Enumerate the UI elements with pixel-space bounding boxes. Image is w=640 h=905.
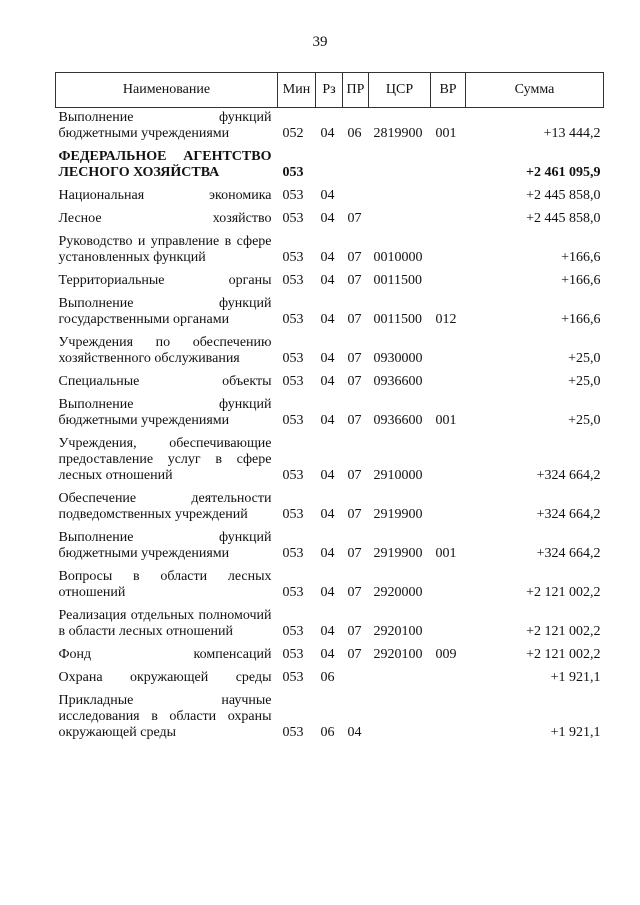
row-csr: 2819900 xyxy=(373,126,423,141)
row-rz: 04 xyxy=(320,585,335,600)
row-pr: 07 xyxy=(347,585,362,600)
table-row xyxy=(56,271,604,294)
row-name: Учреждения по обеспечению хозяйственного обслуживания xyxy=(58,335,272,366)
row-csr xyxy=(369,691,431,746)
row-sum: +2 445 858,0 xyxy=(526,188,601,203)
row-sum: +25,0 xyxy=(568,351,601,366)
row-sum: +25,0 xyxy=(568,413,601,428)
row-min: 053 xyxy=(282,351,304,366)
row-rz xyxy=(316,147,343,186)
row-rz: 04 xyxy=(320,546,335,561)
row-name: Фонд компенсаций xyxy=(58,647,272,662)
row-name: ФЕДЕРАЛЬНОЕ АГЕНТСТВО ЛЕСНОГО ХОЗЯЙСТВА xyxy=(58,149,272,180)
row-sum: +166,6 xyxy=(561,312,601,327)
table-row xyxy=(56,294,604,333)
table-row xyxy=(56,395,604,434)
row-vr xyxy=(431,372,466,395)
table-body xyxy=(56,108,604,747)
row-csr xyxy=(369,147,431,186)
row-min: 053 xyxy=(282,374,304,389)
row-vr xyxy=(431,668,466,691)
row-sum: +2 121 002,2 xyxy=(526,647,601,662)
row-vr xyxy=(431,209,466,232)
row-pr: 06 xyxy=(347,126,362,141)
row-pr: 04 xyxy=(347,725,362,740)
row-vr: 001 xyxy=(435,413,457,428)
table-row xyxy=(56,434,604,489)
row-csr xyxy=(369,668,431,691)
row-pr: 07 xyxy=(347,468,362,483)
row-sum: +2 445 858,0 xyxy=(526,211,601,226)
row-name: Прикладные научные исследования в области охраны окружающей среды xyxy=(58,693,272,740)
row-name: Территориальные органы xyxy=(58,273,272,288)
row-name: Национальная экономика xyxy=(58,188,272,203)
row-name: Обеспечение деятельности подведомственных учреждений xyxy=(58,491,272,522)
row-vr: 012 xyxy=(435,312,457,327)
row-pr xyxy=(343,186,369,209)
row-name: Выполнение функций бюджетными учреждениями xyxy=(58,110,272,141)
row-pr: 07 xyxy=(347,624,362,639)
table-row xyxy=(56,147,604,186)
row-sum: +2 121 002,2 xyxy=(526,624,601,639)
row-min: 053 xyxy=(282,273,304,288)
row-min: 053 xyxy=(282,585,304,600)
row-vr xyxy=(431,606,466,645)
row-name: Вопросы в области лесных отношений xyxy=(58,569,272,600)
row-name: Выполнение функций государственными органами xyxy=(58,296,272,327)
row-rz: 04 xyxy=(320,211,335,226)
row-rz: 04 xyxy=(320,374,335,389)
row-rz: 04 xyxy=(320,312,335,327)
row-sum: +2 461 095,9 xyxy=(526,165,601,180)
row-vr xyxy=(431,333,466,372)
row-min: 053 xyxy=(282,647,304,662)
row-rz: 04 xyxy=(320,126,335,141)
row-min: 052 xyxy=(282,126,304,141)
table-row xyxy=(56,372,604,395)
row-name: Специальные объекты xyxy=(58,374,272,389)
table-row xyxy=(56,489,604,528)
row-min: 053 xyxy=(282,165,304,180)
row-csr: 2920000 xyxy=(373,585,423,600)
page-number: 39 xyxy=(312,34,328,50)
budget-table xyxy=(55,72,604,746)
row-rz: 04 xyxy=(320,413,335,428)
row-rz: 04 xyxy=(320,507,335,522)
row-min: 053 xyxy=(282,188,304,203)
table-header-row xyxy=(56,73,604,108)
row-sum: +2 121 002,2 xyxy=(526,585,601,600)
row-vr xyxy=(431,186,466,209)
row-name: Учреждения, обеспечивающие предоставление услуг в сфере лесных отношений xyxy=(58,436,272,483)
row-min: 053 xyxy=(282,725,304,740)
table-row xyxy=(56,333,604,372)
row-csr xyxy=(369,209,431,232)
table-row xyxy=(56,108,604,148)
header-vr: ВР xyxy=(431,73,466,108)
row-vr xyxy=(431,147,466,186)
row-vr xyxy=(431,434,466,489)
row-name: Реализация отдельных полномочий в области лесных отношений xyxy=(58,608,272,639)
table-row xyxy=(56,691,604,746)
row-sum: +324 664,2 xyxy=(536,468,601,483)
row-rz: 04 xyxy=(320,188,335,203)
row-csr: 2919900 xyxy=(373,546,423,561)
header-pr: ПР xyxy=(343,73,369,108)
header-name: Наименование xyxy=(56,73,278,108)
row-pr: 07 xyxy=(347,273,362,288)
row-sum: +13 444,2 xyxy=(543,126,601,141)
table-row xyxy=(56,186,604,209)
table-row xyxy=(56,209,604,232)
row-sum: +1 921,1 xyxy=(550,670,601,685)
row-min: 053 xyxy=(282,468,304,483)
row-vr: 001 xyxy=(435,126,457,141)
row-pr: 07 xyxy=(347,507,362,522)
row-csr: 2910000 xyxy=(373,468,423,483)
row-sum: +166,6 xyxy=(561,250,601,265)
row-vr xyxy=(431,567,466,606)
row-csr: 2920100 xyxy=(373,647,423,662)
row-min: 053 xyxy=(282,507,304,522)
row-sum: +166,6 xyxy=(561,273,601,288)
row-csr: 2919900 xyxy=(373,507,423,522)
row-name: Выполнение функций бюджетными учреждениями xyxy=(58,530,272,561)
row-vr xyxy=(431,489,466,528)
row-rz: 04 xyxy=(320,250,335,265)
row-min: 053 xyxy=(282,250,304,265)
table-row xyxy=(56,645,604,668)
row-pr: 07 xyxy=(347,413,362,428)
row-sum: +324 664,2 xyxy=(536,507,601,522)
row-pr: 07 xyxy=(347,250,362,265)
row-min: 053 xyxy=(282,624,304,639)
row-min: 053 xyxy=(282,211,304,226)
row-vr xyxy=(431,232,466,271)
row-pr: 07 xyxy=(347,546,362,561)
row-sum: +324 664,2 xyxy=(536,546,601,561)
row-pr: 07 xyxy=(347,351,362,366)
row-min: 053 xyxy=(282,413,304,428)
header-rz: Рз xyxy=(316,73,343,108)
header-min: Мин xyxy=(278,73,316,108)
row-rz: 04 xyxy=(320,647,335,662)
row-min: 053 xyxy=(282,312,304,327)
row-csr: 0010000 xyxy=(373,250,423,265)
row-csr: 0930000 xyxy=(373,351,423,366)
row-csr: 0011500 xyxy=(373,312,422,327)
row-vr: 009 xyxy=(435,647,457,662)
row-pr xyxy=(343,147,369,186)
row-rz: 06 xyxy=(320,670,335,685)
row-rz: 04 xyxy=(320,624,335,639)
row-csr: 0936600 xyxy=(373,413,423,428)
row-pr: 07 xyxy=(347,374,362,389)
table-row xyxy=(56,606,604,645)
row-csr: 2920100 xyxy=(373,624,423,639)
row-pr: 07 xyxy=(347,312,362,327)
row-vr xyxy=(431,271,466,294)
table-row xyxy=(56,528,604,567)
row-vr: 001 xyxy=(435,546,457,561)
table-row xyxy=(56,567,604,606)
row-name: Выполнение функций бюджетными учреждениями xyxy=(58,397,272,428)
header-csr: ЦСР xyxy=(369,73,431,108)
table-row xyxy=(56,232,604,271)
table-row xyxy=(56,668,604,691)
header-sum: Сумма xyxy=(466,73,604,108)
row-name: Руководство и управление в сфере установленных функций xyxy=(58,234,272,265)
row-pr xyxy=(343,668,369,691)
row-csr: 0011500 xyxy=(373,273,422,288)
row-csr: 0936600 xyxy=(373,374,423,389)
row-vr xyxy=(431,691,466,746)
row-sum: +1 921,1 xyxy=(550,725,601,740)
row-csr xyxy=(369,186,431,209)
row-pr: 07 xyxy=(347,211,362,226)
row-min: 053 xyxy=(282,546,304,561)
row-rz: 04 xyxy=(320,273,335,288)
row-name: Лесное хозяйство xyxy=(58,211,272,226)
row-pr: 07 xyxy=(347,647,362,662)
row-rz: 04 xyxy=(320,351,335,366)
row-rz: 06 xyxy=(320,725,335,740)
row-rz: 04 xyxy=(320,468,335,483)
row-min: 053 xyxy=(282,670,304,685)
row-name: Охрана окружающей среды xyxy=(58,670,272,685)
row-sum: +25,0 xyxy=(568,374,601,389)
